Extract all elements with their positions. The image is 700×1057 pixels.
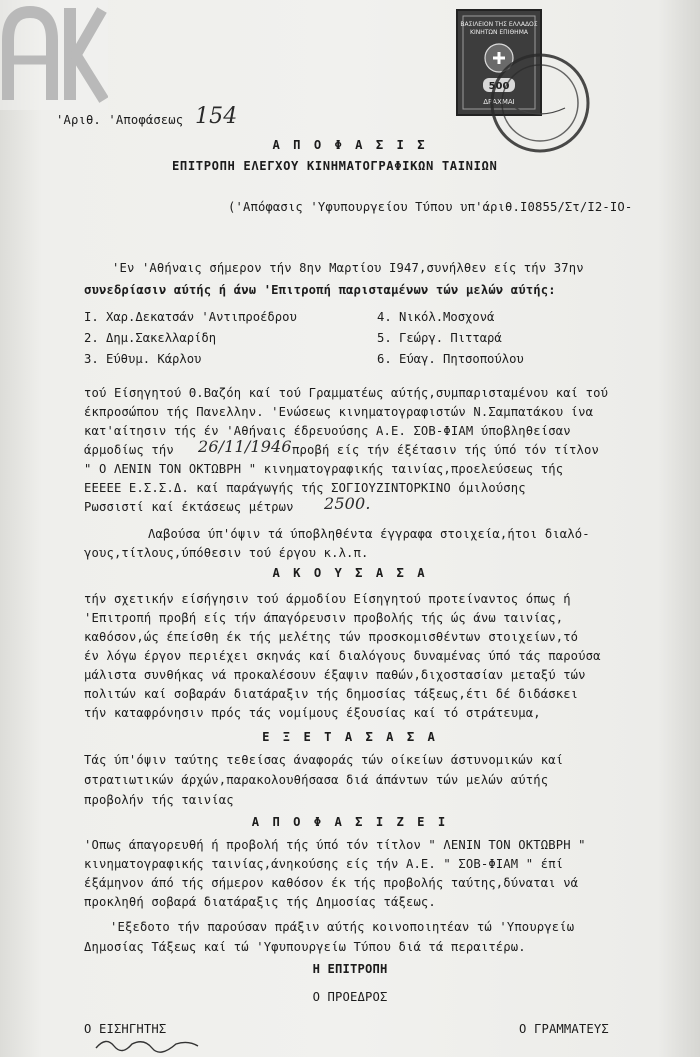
heard-line-2: 'Επιτροπή προβή είς τήν άπαγόρευσιν προβολής τής ώς άνω ταινίας, bbox=[84, 611, 564, 625]
handwritten-meters: 2500. bbox=[324, 494, 371, 513]
closing-secretary: Ο ΓΡΑΜΜΑΤΕΥΣ bbox=[519, 1022, 609, 1036]
body-line-6: ΕΕΕΕΕ Ε.Σ.Σ.Δ. καί παράγωγής τής ΣΟΓΙΟΥΖΙΝΤΟΡΚΙΝΟ όμιλούσης bbox=[84, 481, 526, 495]
member-1: I. Χαρ.Δεκατσάν 'Αντιπροέδρου bbox=[84, 310, 297, 324]
examined-line-3: προβολήν τής ταινίας bbox=[84, 793, 234, 807]
decision-number: 154 bbox=[195, 104, 238, 129]
body-line-1: τού Είσηγητού Θ.Βαζόη καί τού Γραμματέως αύτής,συμπαρισταμένου καί τού bbox=[84, 386, 609, 400]
heard-line-3: καθόσον,ώς έπείσθη έκ τής μελέτης τών προσκομισθέντων στοιχείων,τό bbox=[84, 630, 579, 644]
body-line-4b: προβή είς τήν έξέτασιν τής ύπό τόν τίτλον bbox=[292, 443, 599, 457]
closing-committee: Η ΕΠΙΤΡΟΠΗ bbox=[312, 962, 388, 976]
stamp-line1: ΒΑΣΙΛΕΙΟΝ ΤΗΣ ΕΛΛΑΔΟΣ bbox=[460, 21, 538, 28]
decides-line-6: Δημοσίας Τάξεως καί τώ 'Υφυπουργείω Τύπου διά τά περαιτέρω. bbox=[84, 940, 526, 954]
ministry-reference: ('Απόφασις 'Υφυπουργείου Τύπου υπ'άριθ.I0855/Στ/I2-IO- bbox=[228, 200, 633, 214]
decides-line-2: κινηματογραφικής ταινίας,άνηκούσης είς τήν Α.Ε. " ΣΟΒ-ΦΙΑΜ " έπί bbox=[84, 857, 564, 871]
body-line-5: " Ο ΛΕΝΙΝ ΤΟΝ ΟΚΤΩΒΡΗ " κινηματογραφικής ταινίας,προελεύσεως τής bbox=[84, 462, 564, 476]
heard-line-5: μάλιστα συνθήκας νά προκαλέσουν έξαψιν παθών,διχοστασίαν μεταξύ τών bbox=[84, 668, 586, 682]
heard-line-4: έν λόγω έργον περιέχει σκηνάς καί διαλόγους δυναμένας ύπό τάς παρούσα bbox=[84, 649, 601, 663]
decision-label: 'Αριθ. 'Αποφάσεως bbox=[56, 113, 184, 127]
stamp-value: 500 bbox=[488, 81, 510, 92]
ak-logo bbox=[0, 0, 108, 110]
heard-line-7: τήν καταφρόνησιν πρός τάς νομίμους έξουσίας καί τό στράτευμα, bbox=[84, 706, 541, 720]
body-line-4a: άρμοδίως τήν bbox=[84, 443, 174, 457]
body-line-3: κατ'αίτησιν τής έν 'Αθήναις έδρευούσης Α.Ε. ΣΟΒ-ΦΙΑΜ ύποβληθείσαν bbox=[84, 424, 571, 438]
revenue-stamp bbox=[455, 8, 595, 158]
decides-line-4: προκληθή σοβαρά διατάραξις τής Δημοσίας τάξεως. bbox=[84, 895, 436, 909]
closing-rapporteur: Ο ΕΙΣΗΓΗΤΗΣ bbox=[84, 1022, 167, 1036]
examined-line-1: Τάς ύπ'όψιν ταύτης τεθείσας άναφοράς τών οίκείων άστυνομικών καί bbox=[84, 753, 564, 767]
member-4: 4. Νικόλ.Μοσχονά bbox=[377, 310, 495, 324]
handwritten-date: 26/11/1946 bbox=[198, 437, 292, 456]
decides-heading: Α Π Ο Φ Α Σ Ι Ζ Ε Ι bbox=[251, 815, 449, 829]
member-2: 2. Δημ.Σακελλαρίδη bbox=[84, 331, 217, 345]
document-title: Α Π Ο Φ Α Σ Ι Σ bbox=[272, 138, 428, 152]
body-line-2: έκπροσώπου τής Πανελλην. 'Ενώσεως κινηματογραφιστών Ν.Σαμπατάκου ίνα bbox=[84, 405, 594, 419]
considering-line-2: γους,τίτλους,ύπόθεσιν τού έργου κ.λ.π. bbox=[84, 546, 369, 560]
member-3: 3. Εύθυμ. Κάρλου bbox=[84, 352, 202, 366]
intro-line-2: συνεδρίασιν αύτής ή άνω 'Επιτροπή παρισταμένων τών μελών αύτής: bbox=[84, 283, 556, 297]
examined-heading: Ε Ξ Ε Τ Α Σ Α Σ Α bbox=[262, 730, 438, 744]
decides-line-5: 'Εξεδοτο τήν παρούσαν πράξιν αύτής κοινοποιητέαν τώ 'Υπουργείω bbox=[110, 920, 575, 934]
examined-line-2: στρατιωτικών άρχών,παρακολουθήσασα διά άπάντων τών μελών αύτής bbox=[84, 773, 549, 787]
handwritten-signature bbox=[92, 1034, 202, 1054]
heard-line-6: πολιτών καί σοβαράν διατάραξιν τής δημοσίας τάξεως,έτι δέ διδάσκει bbox=[84, 687, 579, 701]
decides-line-1: 'Οπως άπαγορευθή ή προβολή τής ύπό τόν τίτλον " ΛΕΝΙΝ ΤΟΝ ΟΚΤΩΒΡΗ " bbox=[84, 838, 586, 852]
member-6: 6. Εύαγ. Πητσοπούλου bbox=[377, 352, 524, 366]
intro-line-1: 'Εν 'Αθήναις σήμερον τήν 8ην Μαρτίου I947,συνήλθεν είς τήν 37ην bbox=[112, 261, 584, 275]
member-5: 5. Γεώργ. Πιτταρά bbox=[377, 331, 502, 345]
considering-line-1: Λαβούσα ύπ'όψιν τά ύποβληθέντα έγγραφα στοιχεία,ήτοι διαλό- bbox=[148, 527, 590, 541]
stamp-line2: ΚΙΝΗΤΩΝ ΕΠΙΘΗΜΑ bbox=[470, 29, 528, 36]
decides-line-3: έξάμηνον άπό τής σήμερον καθόσον έκ τής προβολής ταύτης,δύναται νά bbox=[84, 876, 579, 890]
body-line-7: Ρωσσιστί καί έκτάσεως μέτρων bbox=[84, 500, 294, 514]
committee-name: ΕΠΙΤΡΟΠΗ ΕΛΕΓΧΟΥ ΚΙΝΗΜΑΤΟΓΡΑΦΙΚΩΝ ΤΑΙΝΙΩΝ bbox=[172, 159, 498, 173]
closing-president: Ο ΠΡΟΕΔΡΟΣ bbox=[312, 990, 388, 1004]
heard-heading: Α Κ Ο Υ Σ Α Σ Α bbox=[272, 566, 428, 580]
heard-line-1: τήν σχετικήν είσήγησιν τού άρμοδίου Είσηγητού προτείναντος όπως ή bbox=[84, 592, 571, 606]
stamp-currency: ΔΡΑΧΜΑΙ bbox=[483, 98, 515, 106]
